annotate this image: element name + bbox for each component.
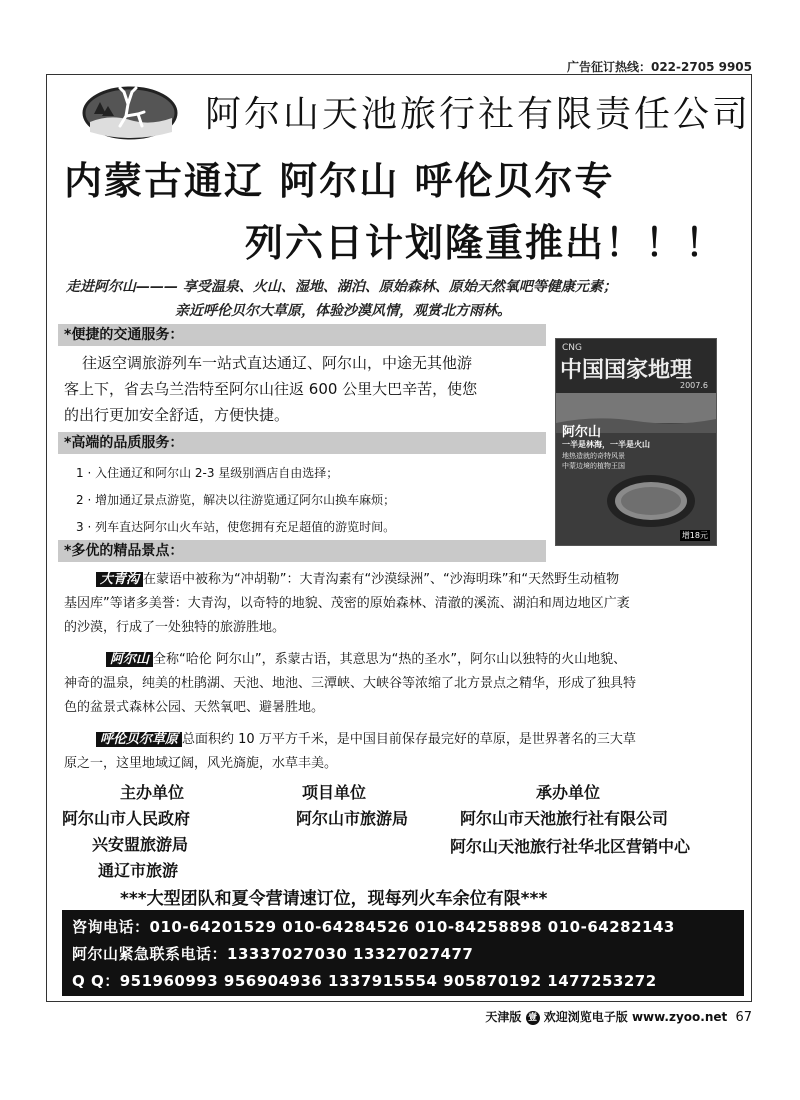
- spot-text: 原之一，这里地域辽阔，风光旖旎，水草丰美。: [64, 756, 338, 771]
- host-org: 兴安盟旅游局: [92, 835, 189, 854]
- footer-text: 欢迎浏览电子版 www.zyoo.net: [543, 1010, 728, 1024]
- section-spots-title: *多优的精品景点：: [58, 540, 546, 562]
- spot-text: 在蒙语中被称为“冲胡勒”：大青沟素有“沙漠绿洲”、“沙海明珠”和“天然野生动植物: [143, 572, 620, 587]
- qq-label: Q Q：: [72, 972, 120, 990]
- spot-label: 呼伦贝尔草原: [96, 732, 182, 747]
- transport-line: 客上下，省去乌兰浩特至阿尔山往返 600 公里大巴辛苦，使您: [64, 380, 478, 398]
- spot-hulunbuir: [64, 728, 744, 776]
- emergency-label: 阿尔山紧急联系电话：: [72, 945, 228, 963]
- magazine-price: 增18元: [681, 531, 708, 540]
- spot-text: 总面积约 10 万平方千米，是中国目前保存最完好的草原，是世界著名的三大草: [182, 732, 636, 747]
- host-org: 阿尔山市人民政府: [62, 809, 191, 828]
- magazine-sub: 中蒙边境的植物王国: [562, 462, 625, 470]
- spot-text: 神奇的温泉，纯美的杜鹃湖、天池、地池、三潭峡、大峡谷等浓缩了北方景点之精华，形成了独具特: [64, 676, 637, 691]
- contact-box: [62, 910, 744, 996]
- section-quality-title: *高端的品质服务：: [58, 432, 546, 454]
- spot-text: 色的盆景式森林公园、天然氧吧、避暑胜地。: [64, 700, 325, 715]
- qq-numbers: 951960993 956904936 1337915554 905870192 1477253272: [119, 972, 657, 990]
- spot-text: 的沙漠，行成了一处独特的旅游胜地。: [64, 620, 286, 635]
- booking-notice: ***大型团队和夏令营请速订位，现每列火车余位有限***: [120, 889, 548, 909]
- organizer-org: 阿尔山天池旅行社华北区营销中心: [450, 837, 691, 856]
- phone-numbers: 010-64201529 010-64284526 010-84258898 010-64282143: [149, 918, 675, 936]
- emergency-numbers: 13337027030 13327027477: [227, 945, 474, 963]
- project-title: 项目单位: [302, 783, 367, 802]
- magazine-sub: 一半是林海，一半是火山: [562, 440, 650, 449]
- spot-daqinggou: [64, 568, 744, 640]
- transport-line: 往返空调旅游列车一站式直达通辽、阿尔山，中途无其他游: [82, 354, 473, 372]
- host-org: 通辽市旅游: [98, 861, 179, 880]
- page-footer: [485, 1008, 752, 1025]
- spot-text: 全称“哈伦 阿尔山”，系蒙古语，其意思为“热的圣水”，阿尔山以独特的火山地貌、: [153, 652, 627, 667]
- project-org: 阿尔山市旅游局: [296, 809, 409, 828]
- headline-line-2: 列六日计划隆重推出！！！: [245, 221, 726, 265]
- slogan-line-1: 走进阿尔山——— 享受温泉、火山、湿地、湖泊、原始森林、原始天然氧吧等健康元素；: [66, 279, 617, 295]
- quality-item: 2 · 增加通辽景点游览，解决以往游览通辽阿尔山换车麻烦；: [76, 493, 396, 507]
- page-number: 67: [735, 1010, 752, 1025]
- section-transport-body: [64, 350, 544, 428]
- magazine-issue: 2007.6: [680, 381, 708, 390]
- magazine-brand: CNG: [562, 343, 582, 353]
- spot-arxan: [64, 648, 744, 720]
- company-name: 阿尔山天池旅行社有限责任公司: [205, 94, 752, 135]
- magazine-tag: 阿尔山: [562, 425, 602, 440]
- headline-line-1: 内蒙古通辽 阿尔山 呼伦贝尔专: [64, 159, 615, 203]
- section-transport-title: *便捷的交通服务：: [58, 324, 546, 346]
- phone-label: 咨询电话：: [72, 918, 150, 936]
- spot-label: 阿尔山: [106, 652, 153, 667]
- quality-item: 1 · 入住通辽和阿尔山 2-3 星级别酒店自由选择；: [76, 466, 339, 480]
- magazine-sub: 地热造就的奇特风景: [562, 452, 625, 460]
- quality-item: 3 · 列车直达阿尔山火车站，使您拥有充足超值的游览时间。: [76, 520, 396, 534]
- organizer-org: 阿尔山市天池旅行社有限公司: [460, 809, 669, 828]
- ad-hotline: 广告征订热线：022-2705 9905: [566, 60, 752, 74]
- spot-label: 大青沟: [96, 572, 143, 587]
- magazine-cover-image: [555, 338, 717, 546]
- host-title: 主办单位: [120, 783, 185, 802]
- transport-line: 的出行更加安全舒适，方便快捷。: [64, 406, 290, 424]
- edition-label: 天津版: [485, 1010, 522, 1024]
- slogan-line-2: 亲近呼伦贝尔大草原，体验沙漠风情，观赏北方雨林。: [175, 303, 511, 319]
- edition-badge-icon: 壹: [526, 1011, 540, 1025]
- spot-text: 基因库”等诸多美誉：大青沟，以奇特的地貌、茂密的原始森林、清澈的溪流、湖泊和周边地区广袤: [64, 596, 630, 611]
- magazine-title: 中国国家地理: [560, 357, 693, 383]
- organizer-title: 承办单位: [536, 783, 601, 802]
- deer-logo-icon: [80, 84, 180, 142]
